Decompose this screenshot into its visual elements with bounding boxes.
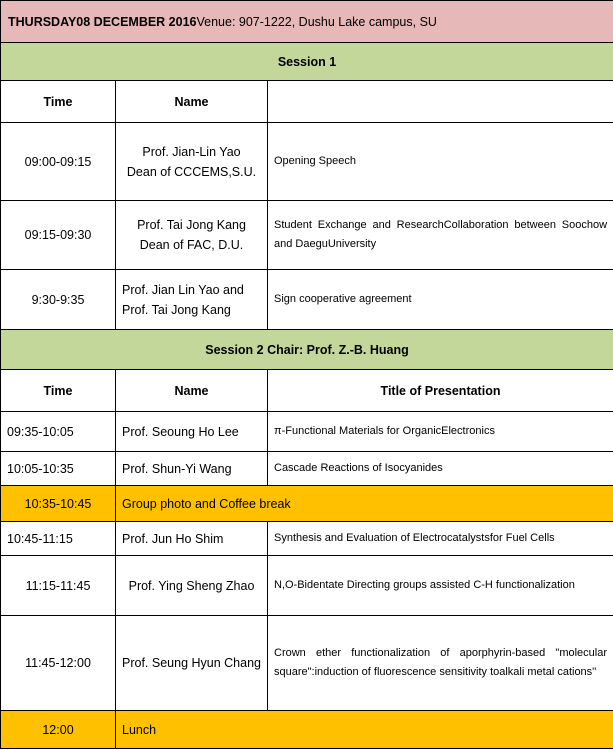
column-header-time: Time [1,81,116,123]
title-cell: Synthesis and Evaluation of Electrocatalystsfor Fuel Cells [268,522,613,556]
header-cell [1,1,613,43]
table-row [1,616,613,711]
title-cell: π-Functional Materials for OrganicElectronics [268,412,613,452]
table-row [1,270,613,330]
session-2-header [1,330,613,370]
table-row [1,556,613,616]
time-cell: 09:15-09:30 [1,201,116,270]
name-cell [116,201,268,270]
lunch-row [1,711,613,749]
time-cell: 9:30-9:35 [1,270,116,330]
speaker-affiliation: Dean of CCCEMS,S.U. [126,164,257,179]
table-row [1,452,613,486]
time-cell: 10:35-10:45 [1,486,116,522]
title-cell: Crown ether functionalization of aporphyrin-based "molecular square":induction of fluorescence sensitivity toalkali metal cations'' [268,616,613,711]
time-cell: 09:35-10:05 [1,412,116,452]
header-row [1,1,613,43]
column-header-title: Title of Presentation [268,370,613,412]
title-cell: Cascade Reactions of Isocyanides [268,452,613,486]
table-row [1,123,613,201]
speaker-name: Prof. Jian-Lin Yao [142,144,241,159]
time-cell: 11:45-12:00 [1,616,116,711]
lunch-label: Lunch [116,711,613,749]
coffee-break-row [1,486,613,522]
column-header-title [268,81,613,123]
name-cell: Prof. Shun-Yi Wang [116,452,268,486]
break-label: Group photo and Coffee break [116,486,613,522]
session-1-column-headers [1,81,613,123]
time-cell: 10:05-10:35 [1,452,116,486]
title-cell: Student Exchange and ResearchCollaboration between Soochow and DaeguUniversity [268,201,613,270]
session-1-title: Session 1 [1,43,613,81]
session-2-title: Session 2 Chair: Prof. Z.-B. Huang [1,330,613,370]
time-cell: 09:00-09:15 [1,123,116,201]
column-header-name: Name [116,370,268,412]
speaker-affiliation: Dean of FAC, D.U. [139,238,244,252]
session-2-column-headers [1,370,613,412]
event-venue: Venue: 907-1222, Dushu Lake campus, SU [196,14,437,29]
table-row [1,522,613,556]
session-1-header [1,43,613,81]
name-cell: Prof. Ying Sheng Zhao [116,556,268,616]
title-cell: Opening Speech [268,123,613,201]
speaker-name: Prof. Tai Jong Kang [122,302,231,317]
title-cell: Sign cooperative agreement [268,270,613,330]
event-date: THURSDAY08 DECEMBER 2016 [8,14,197,29]
speaker-name: Prof. Jian Lin Yao and [122,282,244,297]
title-cell: N,O-Bidentate Directing groups assisted C-H functionalization [268,556,613,616]
time-cell: 12:00 [1,711,116,749]
name-cell [116,270,268,330]
time-cell: 10:45-11:15 [1,522,116,556]
time-cell: 11:15-11:45 [1,556,116,616]
speaker-name: Prof. Tai Jong Kang [137,218,246,232]
table-row [1,412,613,452]
name-cell [116,123,268,201]
name-cell: Prof. Jun Ho Shim [116,522,268,556]
name-cell: Prof. Seung Hyun Chang [116,616,268,711]
column-header-time: Time [1,370,116,412]
table-row [1,201,613,270]
name-cell: Prof. Seoung Ho Lee [116,412,268,452]
column-header-name: Name [116,81,268,123]
